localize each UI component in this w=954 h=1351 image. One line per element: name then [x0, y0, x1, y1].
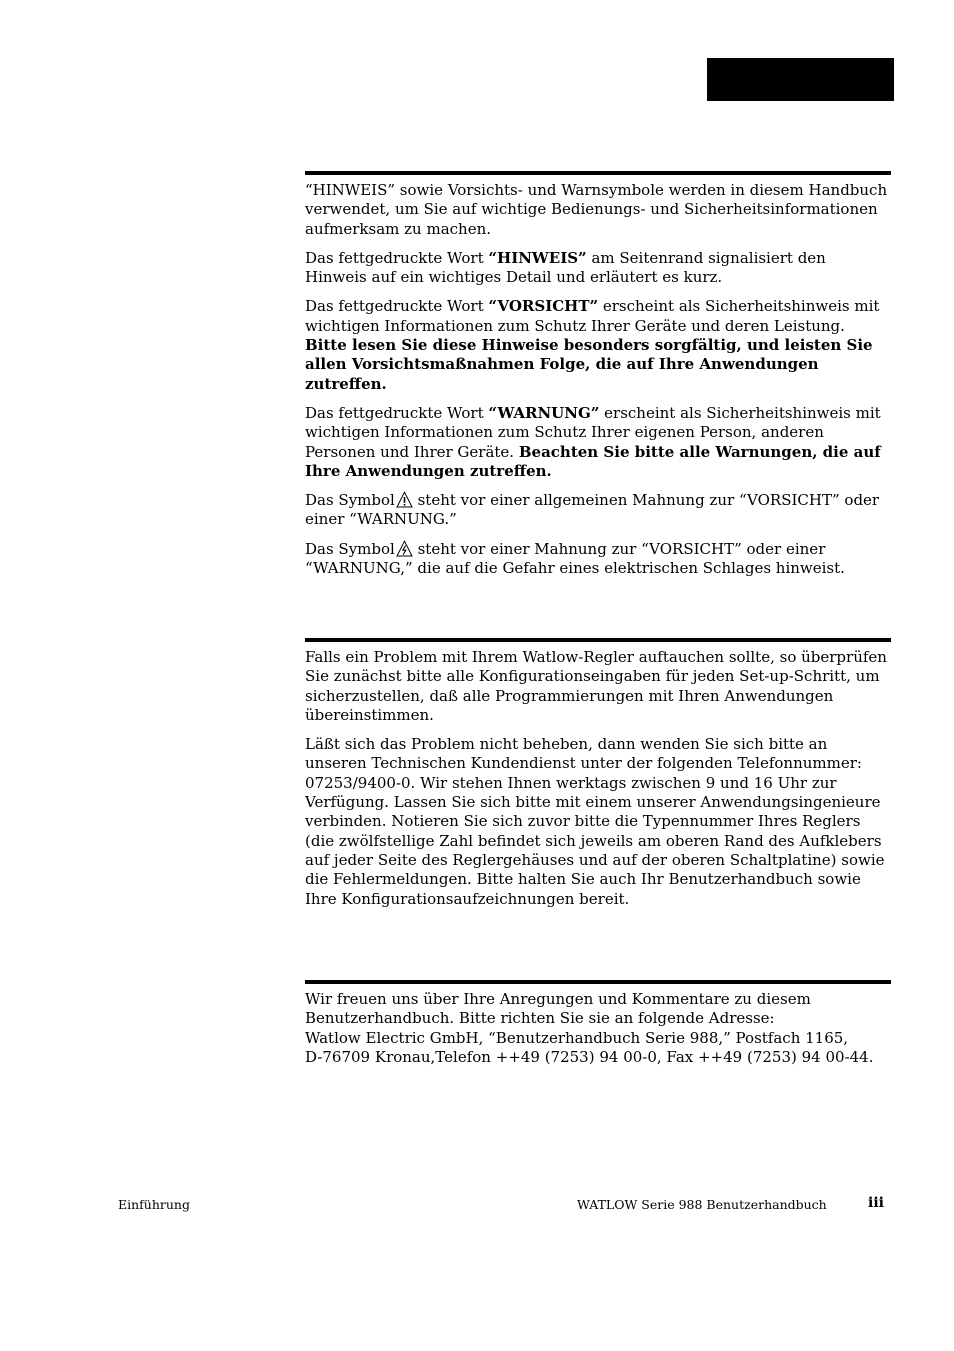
- notes-section: [305, 171, 891, 578]
- page-number: iii: [868, 1195, 884, 1211]
- warnung-paragraph: Das fettgedruckte Wort “WARNUNG” erscheint als Sicherheitshinweis mit wichtigen Informationen zum Schutz Ihrer eigenen Person, anderen Personen und Ihrer Geräte. Beachten Sie bitte alle Warnungen, die auf Ihre Anwendungen zutreffen.: [305, 403, 881, 480]
- section-rule: [305, 171, 891, 175]
- feedback-section: [305, 980, 891, 1067]
- section-rule: [305, 980, 891, 984]
- vorsicht-paragraph: Das fettgedruckte Wort “VORSICHT” erscheint als Sicherheitshinweis mit wichtigen Informationen zum Schutz Ihrer Geräte und deren Leistung. Bitte lesen Sie diese Hinweise besonders sorgfältig, und leisten Sie allen Vorsichtsmaßnahmen Folge, die auf Ihre Anwendungen zutreffen.: [305, 297, 880, 393]
- support-section: [305, 638, 891, 909]
- shock-symbol-paragraph: Das Symbol steht vor einer Mahnung zur “VORSICHT” oder einer “WARNUNG,” die auf die Gefahr eines elektrischen Schlages hinweist.: [305, 539, 845, 578]
- footer-section-name: Einführung: [118, 1197, 190, 1212]
- chapter-tab-marker: [707, 58, 894, 101]
- caution-symbol-paragraph: Das Symbol steht vor einer allgemeinen Mahnung zur “VORSICHT” oder einer “WARNUNG.”: [305, 491, 880, 529]
- section-rule: [305, 638, 891, 642]
- hinweis-paragraph: Das fettgedruckte Wort “HINWEIS” am Seitenrand signalisiert den Hinweis auf ein wichtiges Detail und erläutert es kurz.: [305, 248, 826, 287]
- support-paragraph-1: Falls ein Problem mit Ihrem Watlow-Regler auftauchen sollte, so überprüfen Sie zunächst bitte alle Konfigurationseingaben für jeden Set-up-Schritt, um sicherzustellen, daß alle Programmierungen mit Ihren Anwendungen übereinstimmen.: [305, 648, 887, 724]
- footer-manual-title: WATLOW Serie 988 Benutzerhandbuch: [577, 1197, 827, 1212]
- caution-triangle-icon: [396, 491, 413, 508]
- support-paragraph-2: Läßt sich das Problem nicht beheben, dann wenden Sie sich bitte an unseren Technischen Kundendienst unter der folgenden Telefonnummer: 07253/9400-0. Wir stehen Ihnen werktags zwischen 9 und 16 Uhr zur Verfügung. Lassen Sie sich bitte mit einem unserer Anwendungsingenieure verbinden. Notieren Sie sich zuvor bitte die Typennummer Ihres Reglers (die zwölfstellige Zahl befindet sich jeweils am oberen Rand des Aufklebers auf jeder Seite des Reglergehäuses und auf der oberen Schaltplatine) sowie die Fehlermeldungen. Bitte halten Sie auch Ihr Benutzerhandbuch sowie Ihre Konfigurationsaufzeichnungen bereit.: [305, 735, 885, 908]
- electric-shock-triangle-icon: [396, 540, 413, 557]
- feedback-paragraph: Wir freuen uns über Ihre Anregungen und Kommentare zu diesem Benutzerhandbuch. Bitte richten Sie sie an folgende Adresse: Watlow Electric GmbH, “Benutzerhandbuch Serie 988,” Postfach 1165, D-76709 Kronau,Telefon ++49 (7253) 94 00-0, Fax ++49 (7253) 94 00-44.: [305, 990, 874, 1066]
- intro-paragraph: “HINWEIS” sowie Vorsichts- und Warnsymbole werden in diesem Handbuch verwendet, um Sie auf wichtige Bedienungs- und Sicherheitsinformationen aufmerksam zu machen.: [305, 181, 888, 238]
